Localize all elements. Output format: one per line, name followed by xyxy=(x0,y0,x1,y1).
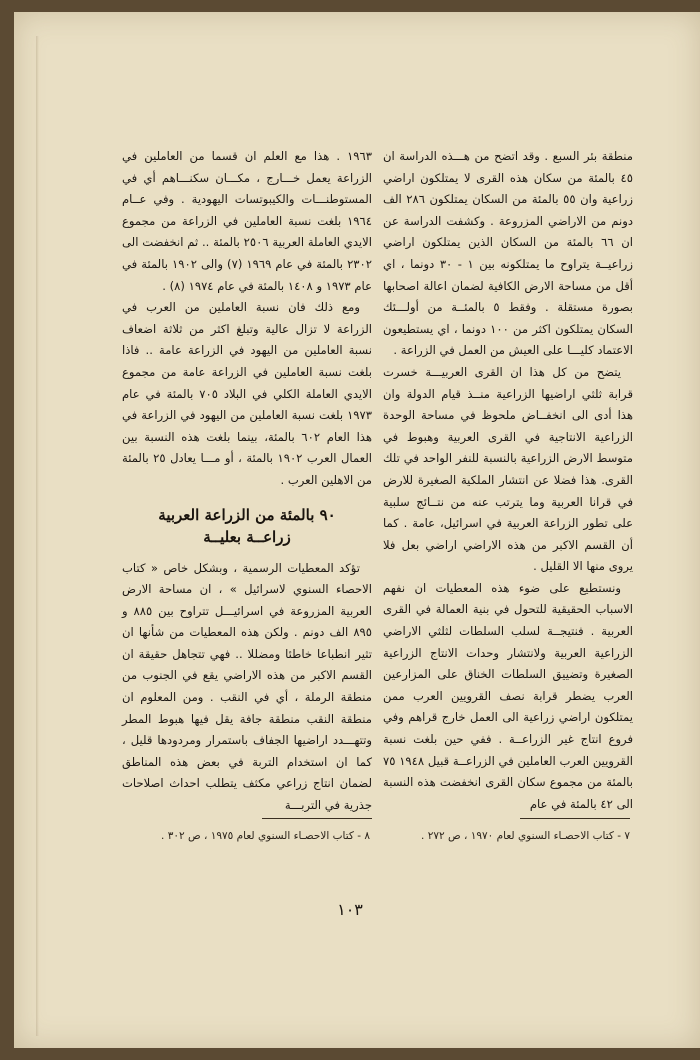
section-heading-line: زراعــة بعليــة xyxy=(203,527,291,546)
paragraph: ١٩٦٣ . هذا مع العلم ان قسما من العاملين في الزراعة يعمل خـــارج ، مكـــان سكنـــاهم أي في المستوطنـــات والكيبوتسات اليهودية . وفي عــام ١٩٦٤ بلغت نسبة العاملين في الزراعة من مجموع الايدي العاملة العربية ٢٥٠٦ بالمئة .. ثم انخفضت الى ٢٣٠٢ بالمئة في عام ١٩٦٩ (٧) والى ١٩٠٢ بالمئة في عام ١٩٧٣ و ١٤٠٨ بالمئة في عام ١٩٧٤ (٨) . xyxy=(122,149,372,293)
right-column xyxy=(383,146,633,815)
paragraph: منطقة بئر السبع . وقد اتضح من هـــذه الدراسة ان ٤٥ بالمئة من سكان هذه القرى لا يمتلكون اراضي زراعية وان ٥٥ بالمئة من السكان يمتلكون ٢٨٦ الف دونم من الاراضي المزروعة . وكشفت الدراسة عن ان ٦٦ بالمئة من السكان الذين يمتلكون اراضي زراعيــة يتراوح ما يمتلكونه بين ١ - ٣٠ دونما ، اي أقل من مساحة الارض الكافية لضمان اعالة اصحابها بصورة مستقلة . وفقط ٥ بالمئــة من أولـــئك السكان يمتلكون اكثر من ١٠٠ دونما ، اي يستطيعون الاعتماد كليـــا على العيش من العمل في الزراعة . xyxy=(383,149,634,358)
section-heading xyxy=(122,504,372,548)
footnote-8: ٨ - كتاب الاحصـاء السنوي لعام ١٩٧٥ ، ص ٣٠٢ . xyxy=(161,830,370,842)
footnote-divider xyxy=(262,818,372,819)
paragraph: ونستطيع على ضوء هذه المعطيات ان نفهم الاسباب الحقيقية للتحول في بنية العمالة في القرى العربية . فنتيجــة لسلب السلطات لثلثي الاراضي الزراعية العربية ولانتشار وحدات الانتاج الزراعية الصغيرة وتضييق السلطات الخناق على المزارعين العرب يضطر قرابة نصف القرويين العرب ممن يمتلكون اراضي زراعية الى العمل خارج قراهم وفي فروع انتاج غير الزراعــة . ففي حين بلغت نسبة القرويين العرب العاملين في الزراعــة قبيل ١٩٤٨ ٧٥ بالمئة من مجموع سكان القرى انخفضت هذه النسبة الى ٤٢ بالمئة في عام xyxy=(383,580,634,811)
page-number: ١٠٣ xyxy=(337,900,363,919)
section-heading-line: ٩٠ بالمئة من الزراعة العربية xyxy=(158,505,336,524)
paragraph: يتضح من كل هذا ان القرى العربيـــة خسرت قرابة ثلثي اراضيها الزراعية منــذ قيام الدولة وان هذا أدى الى انخفــاض ملحوظ في مساحة الوحدة الزراعية الانتاجية في القرى العربية وهبوط في متوسط الارض الزراعية بالنسبة للنفر الواحد في تلك القرى. هذا فضلا عن انتشار الملكية الصغيرة للارض في قرانا العربية وما يترتب عنه من نتــائج سلبية على تطور الزراعة العربية في اسرائيل، عامة . كما أن القسم الاكبر من هذه الاراضي اراضي بعل فلا يروى منها الا القليل . xyxy=(383,364,633,574)
footnote-7: ٧ - كتاب الاحصـاء السنوي لعام ١٩٧٠ ، ص ٢٧٢ . xyxy=(421,830,630,842)
page-binding-shadow xyxy=(36,36,39,1036)
paragraph: ومع ذلك فان نسبة العاملين من العرب في الزراعة لا تزال عالية وتبلغ اكثر من ثلاثة اضعاف نسبة العاملين من اليهود في الزراعة عامة .. فاذا بلغت نسبة العاملين في الزراعة عامة من مجموع الايدي العاملة الكلي في البلاد ٧٠٥ بالمئة في عام ١٩٧٣ بلغت نسبة العاملين من اليهود في الزراعة في هذا العام ٦٠٢ بالمئة، بينما بلغت هذه النسبة بين العمال العرب ١٩٠٢ بالمئة ، أو مـــا يعادل ٢٥ بالمئة من الاهلين العرب . xyxy=(122,300,372,487)
footnote-divider xyxy=(520,818,630,819)
paragraph: تؤكد المعطيات الرسمية ، وبشكل خاص « كتاب الاحصاء السنوي لاسرائيل » ، ان مساحة الارض العربية المزروعة في اسرائيـــل تتراوح بين ٨٨٥ و ٨٩٥ الف دونم . ولكن هذه المعطيات من شأنها ان تثير انطباعا خاطئا ومضللا .. فهي تتجاهل حقيقة ان القسم الاكبر من هذه الاراضي يقع في الجنوب من منطقة الرملة ، أي في النقب . ومن المعلوم ان منطقة النقب منطقة جافة يقل فيها هبوط المطر وتتهـــدد اراضيها الجفاف باستمرار ومردودها قليل ، كما ان استخدام التربة في بعض هذه المناطق لضمان انتاج زراعي مكثف يتطلب احداث اصلاحات جذرية في التربـــة xyxy=(122,560,372,813)
left-column xyxy=(122,146,372,817)
